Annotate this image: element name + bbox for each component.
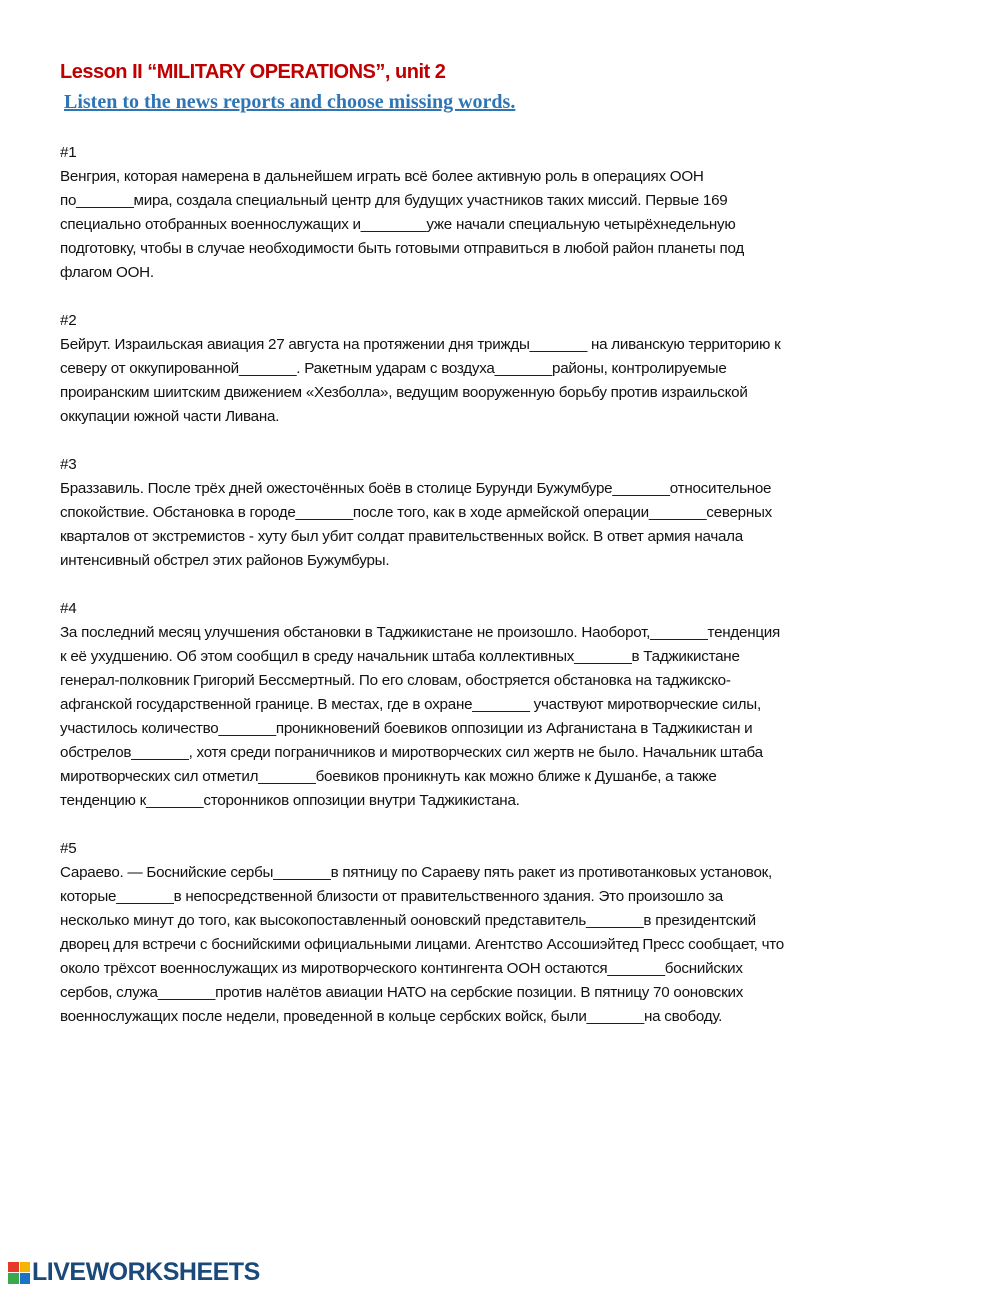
report-text-line: несколько минут до того, как высокопоставленный ооновский представитель_______в президентский (60, 912, 756, 929)
report-text-line: к её ухудшению. Об этом сообщил в среду начальник штаба коллективных_______в Таджикистане (60, 648, 740, 665)
report-text-line: военнослужащих после недели, проведенной в кольце сербских войск, были_______на свободу. (60, 1008, 723, 1025)
report-text-line: сербов, служа_______против налётов авиации НАТО на сербские позиции. В пятницу 70 ооновских (60, 984, 744, 1001)
report-text-line: тенденцию к_______сторонников оппозиции внутри Таджикистана. (60, 792, 520, 809)
news-report-4 (60, 597, 784, 813)
liveworksheets-logo (8, 1258, 260, 1287)
report-text-line: Венгрия, которая намерена в дальнейшем играть всё более активную роль в операциях ООН (60, 168, 704, 185)
report-text-line: северу от оккупированной_______. Ракетным ударам с воздуха_______районы, контролируемые (60, 360, 727, 377)
report-text-line: проиранским шиитским движением «Хезболла», ведущим вооруженную борьбу против израильской (60, 384, 748, 401)
lesson-title: Lesson II “MILITARY OPERATIONS”, unit 2 (60, 61, 446, 83)
report-text-line: Сараево. — Боснийские сербы_______в пятницу по Сараеву пять ракет из противотанковых установок, (60, 864, 773, 881)
report-text-line: За последний месяц улучшения обстановки в Таджикистане не произошло. Наоборот,_______тенденция (60, 624, 781, 641)
report-text-line: генерал-полковник Григорий Бессмертный. По его словам, обостряется обстановка на таджикско- (60, 672, 731, 689)
news-report-5 (60, 837, 784, 1029)
report-number: #5 (60, 840, 77, 857)
report-text-line: оккупации южной части Ливана. (60, 408, 280, 425)
exercise-body (60, 141, 784, 1053)
report-text-line: которые_______в непосредственной близости от правительственного здания. Это произошло за (60, 888, 723, 905)
report-text-line: интенсивный обстрел этих районов Бужумбуры. (60, 552, 390, 569)
report-text-line: дворец для встречи с боснийскими официальными лицами. Агентство Ассошиэйтед Пресс сообщает, что (60, 936, 784, 953)
report-number: #2 (60, 312, 77, 329)
logo-icon (8, 1262, 30, 1284)
news-report-1 (60, 141, 784, 285)
news-report-3 (60, 453, 784, 573)
report-text-line: флагом ООН. (60, 264, 154, 281)
report-text-line: афганской государственной границе. В местах, где в охране_______ участвуют миротворческие силы, (60, 696, 761, 713)
report-text-line: по_______мира, создала специальный центр для будущих участников таких миссий. Первые 169 (60, 192, 728, 209)
logo-text: LIVEWORKSHEETS (32, 1258, 260, 1286)
report-text-line: спокойствие. Обстановка в городе_______после того, как в ходе армейской операции_______северных (60, 504, 773, 521)
report-number: #4 (60, 600, 77, 617)
report-text-line: специально отобранных военнослужащих и________уже начали специальную четырёхнедельную (60, 216, 736, 233)
news-report-2 (60, 309, 784, 429)
report-text-line: миротворческих сил отметил_______боевиков проникнуть как можно ближе к Душанбе, а также (60, 768, 717, 785)
report-text-line: кварталов от экстремистов - хуту был убит солдат правительственных войск. В ответ армия начала (60, 528, 743, 545)
report-text-line: обстрелов_______, хотя среди пограничников и миротворческих сил жертв не было. Начальник штаба (60, 744, 763, 761)
report-text-line: Браззавиль. После трёх дней ожесточённых боёв в столице Бурунди Бужумбуре_______относительное (60, 480, 772, 497)
report-text-line: Бейрут. Израильская авиация 27 августа на протяжении дня трижды_______ на ливанскую территорию к (60, 336, 781, 353)
report-text-line: участилось количество_______проникновений боевиков оппозиции из Афганистана в Таджикистан и (60, 720, 753, 737)
report-text-line: подготовку, чтобы в случае необходимости быть готовыми отправиться в любой район планеты под (60, 240, 744, 257)
report-number: #3 (60, 456, 77, 473)
instructions: Listen to the news reports and choose missing words. (64, 91, 516, 113)
report-text-line: около трёхсот военнослужащих из миротворческого контингента ООН остаются_______боснийских (60, 960, 743, 977)
report-number: #1 (60, 144, 77, 161)
